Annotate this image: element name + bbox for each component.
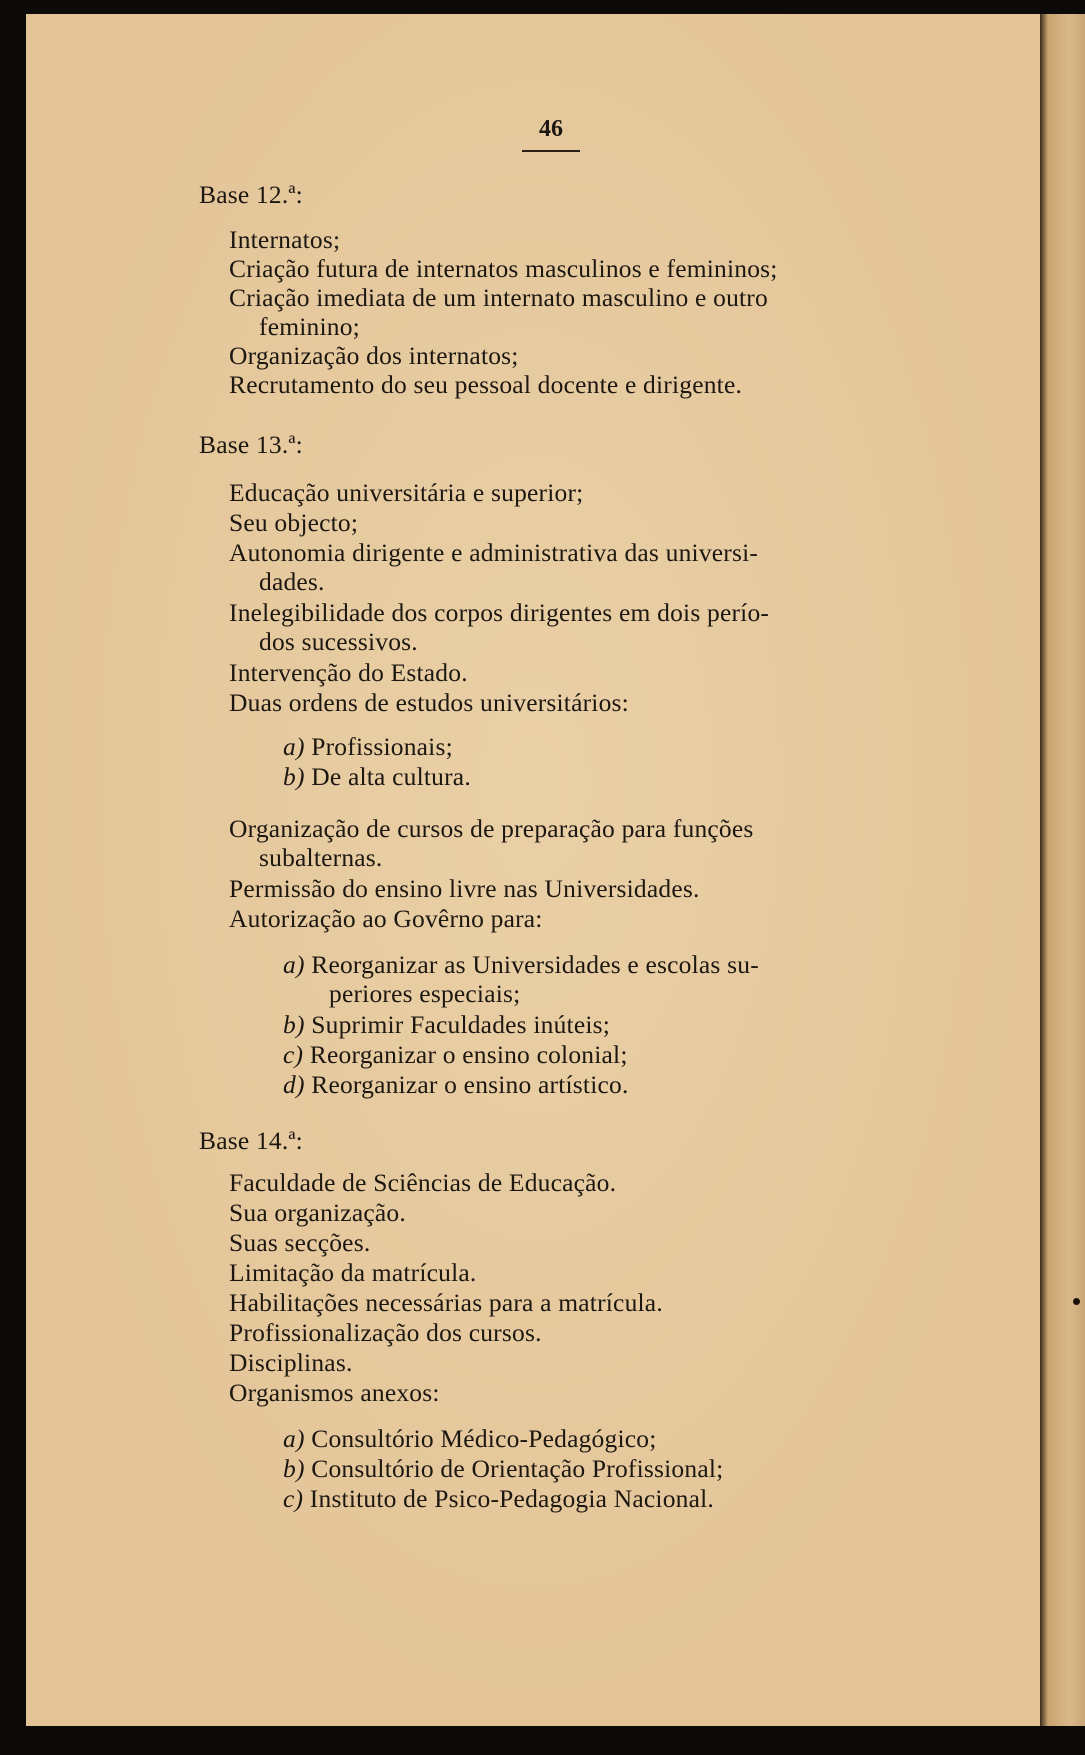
ink-spot bbox=[1073, 1298, 1080, 1305]
list-item: Organismos anexos: bbox=[229, 1378, 440, 1407]
list-item: Recrutamento do seu pessoal docente e dirigente. bbox=[229, 370, 743, 399]
list-item-continuation: feminino; bbox=[259, 312, 360, 341]
list-item-continuation: subalternas. bbox=[259, 843, 383, 872]
list-item: Permissão do ensino livre nas Universidades. bbox=[229, 874, 700, 903]
list-item bbox=[229, 283, 1029, 341]
sub-list-text: De alta cultura. bbox=[311, 762, 471, 791]
list-item-line: Autonomia dirigente e administrativa das universi- bbox=[229, 538, 759, 567]
sub-list-text: Consultório Médico-Pedagógico; bbox=[311, 1424, 657, 1453]
section-heading-base-14: Base 14.ª: bbox=[199, 1126, 303, 1155]
list-item: Seu objecto; bbox=[229, 508, 359, 537]
sub-list-continuation: periores especiais; bbox=[329, 979, 521, 1008]
sub-list-item bbox=[283, 732, 1003, 761]
sub-list-item bbox=[283, 762, 1003, 791]
list-item: Internatos; bbox=[229, 225, 341, 254]
list-item: Organização dos internatos; bbox=[229, 341, 519, 370]
sub-list-text: Profissionais; bbox=[311, 732, 453, 761]
list-item: Criação futura de internatos masculinos e femininos; bbox=[229, 254, 778, 283]
list-item: Suas secções. bbox=[229, 1228, 371, 1257]
list-item: Educação universitária e superior; bbox=[229, 478, 584, 507]
sub-list-item bbox=[283, 1454, 1003, 1483]
list-item bbox=[229, 598, 1029, 656]
book-gutter bbox=[1040, 14, 1085, 1726]
sub-list-text: Consultório de Orientação Profissional; bbox=[311, 1454, 724, 1483]
list-item-continuation: dades. bbox=[259, 567, 325, 596]
sub-list-text: Instituto de Psico-Pedagogia Nacional. bbox=[309, 1484, 714, 1513]
list-item: Faculdade de Sciências de Educação. bbox=[229, 1168, 617, 1197]
sub-list-label: c) bbox=[283, 1484, 304, 1513]
sub-list-item bbox=[283, 950, 1003, 1008]
page-number-rule bbox=[522, 150, 580, 152]
page-number: 46 bbox=[539, 116, 563, 142]
list-item bbox=[229, 538, 1029, 596]
sub-list-label: a) bbox=[283, 1424, 305, 1453]
sub-list-item bbox=[283, 1424, 1003, 1453]
list-item: Profissionalização dos cursos. bbox=[229, 1318, 542, 1347]
sub-list-label: c) bbox=[283, 1040, 304, 1069]
sub-list-text: Suprimir Faculdades inúteis; bbox=[311, 1010, 611, 1039]
list-item-line: Criação imediata de um internato masculino e outro bbox=[229, 283, 768, 312]
list-item: Limitação da matrícula. bbox=[229, 1258, 477, 1287]
sub-list-label: b) bbox=[283, 1454, 305, 1483]
sub-list-label: a) bbox=[283, 950, 305, 979]
list-item: Disciplinas. bbox=[229, 1348, 353, 1377]
sub-list-label: d) bbox=[283, 1070, 305, 1099]
list-item: Duas ordens de estudos universitários: bbox=[229, 688, 629, 717]
sub-list-label: b) bbox=[283, 1010, 305, 1039]
list-item: Intervenção do Estado. bbox=[229, 658, 468, 687]
sub-list-label: a) bbox=[283, 732, 305, 761]
sub-list-label: b) bbox=[283, 762, 305, 791]
sub-list-text: Reorganizar o ensino artístico. bbox=[311, 1070, 629, 1099]
list-item: Habilitações necessárias para a matrícula. bbox=[229, 1288, 663, 1317]
list-item-line: Inelegibilidade dos corpos dirigentes em dois perío- bbox=[229, 598, 770, 627]
list-item-line: Organização de cursos de preparação para funções bbox=[229, 814, 754, 843]
section-heading-base-13: Base 13.ª: bbox=[199, 430, 303, 459]
sub-list-text: Reorganizar o ensino colonial; bbox=[309, 1040, 628, 1069]
list-item-continuation: dos sucessivos. bbox=[259, 627, 418, 656]
list-item: Sua organização. bbox=[229, 1198, 406, 1227]
list-item: Autorização ao Govêrno para: bbox=[229, 904, 543, 933]
sub-list-text: Reorganizar as Universidades e escolas su- bbox=[311, 950, 759, 979]
list-item bbox=[229, 814, 1029, 872]
sub-list-item bbox=[283, 1070, 1003, 1099]
sub-list-item bbox=[283, 1484, 1003, 1513]
section-heading-base-12: Base 12.ª: bbox=[199, 180, 303, 209]
sub-list-item bbox=[283, 1010, 1003, 1039]
sub-list-item bbox=[283, 1040, 1003, 1069]
